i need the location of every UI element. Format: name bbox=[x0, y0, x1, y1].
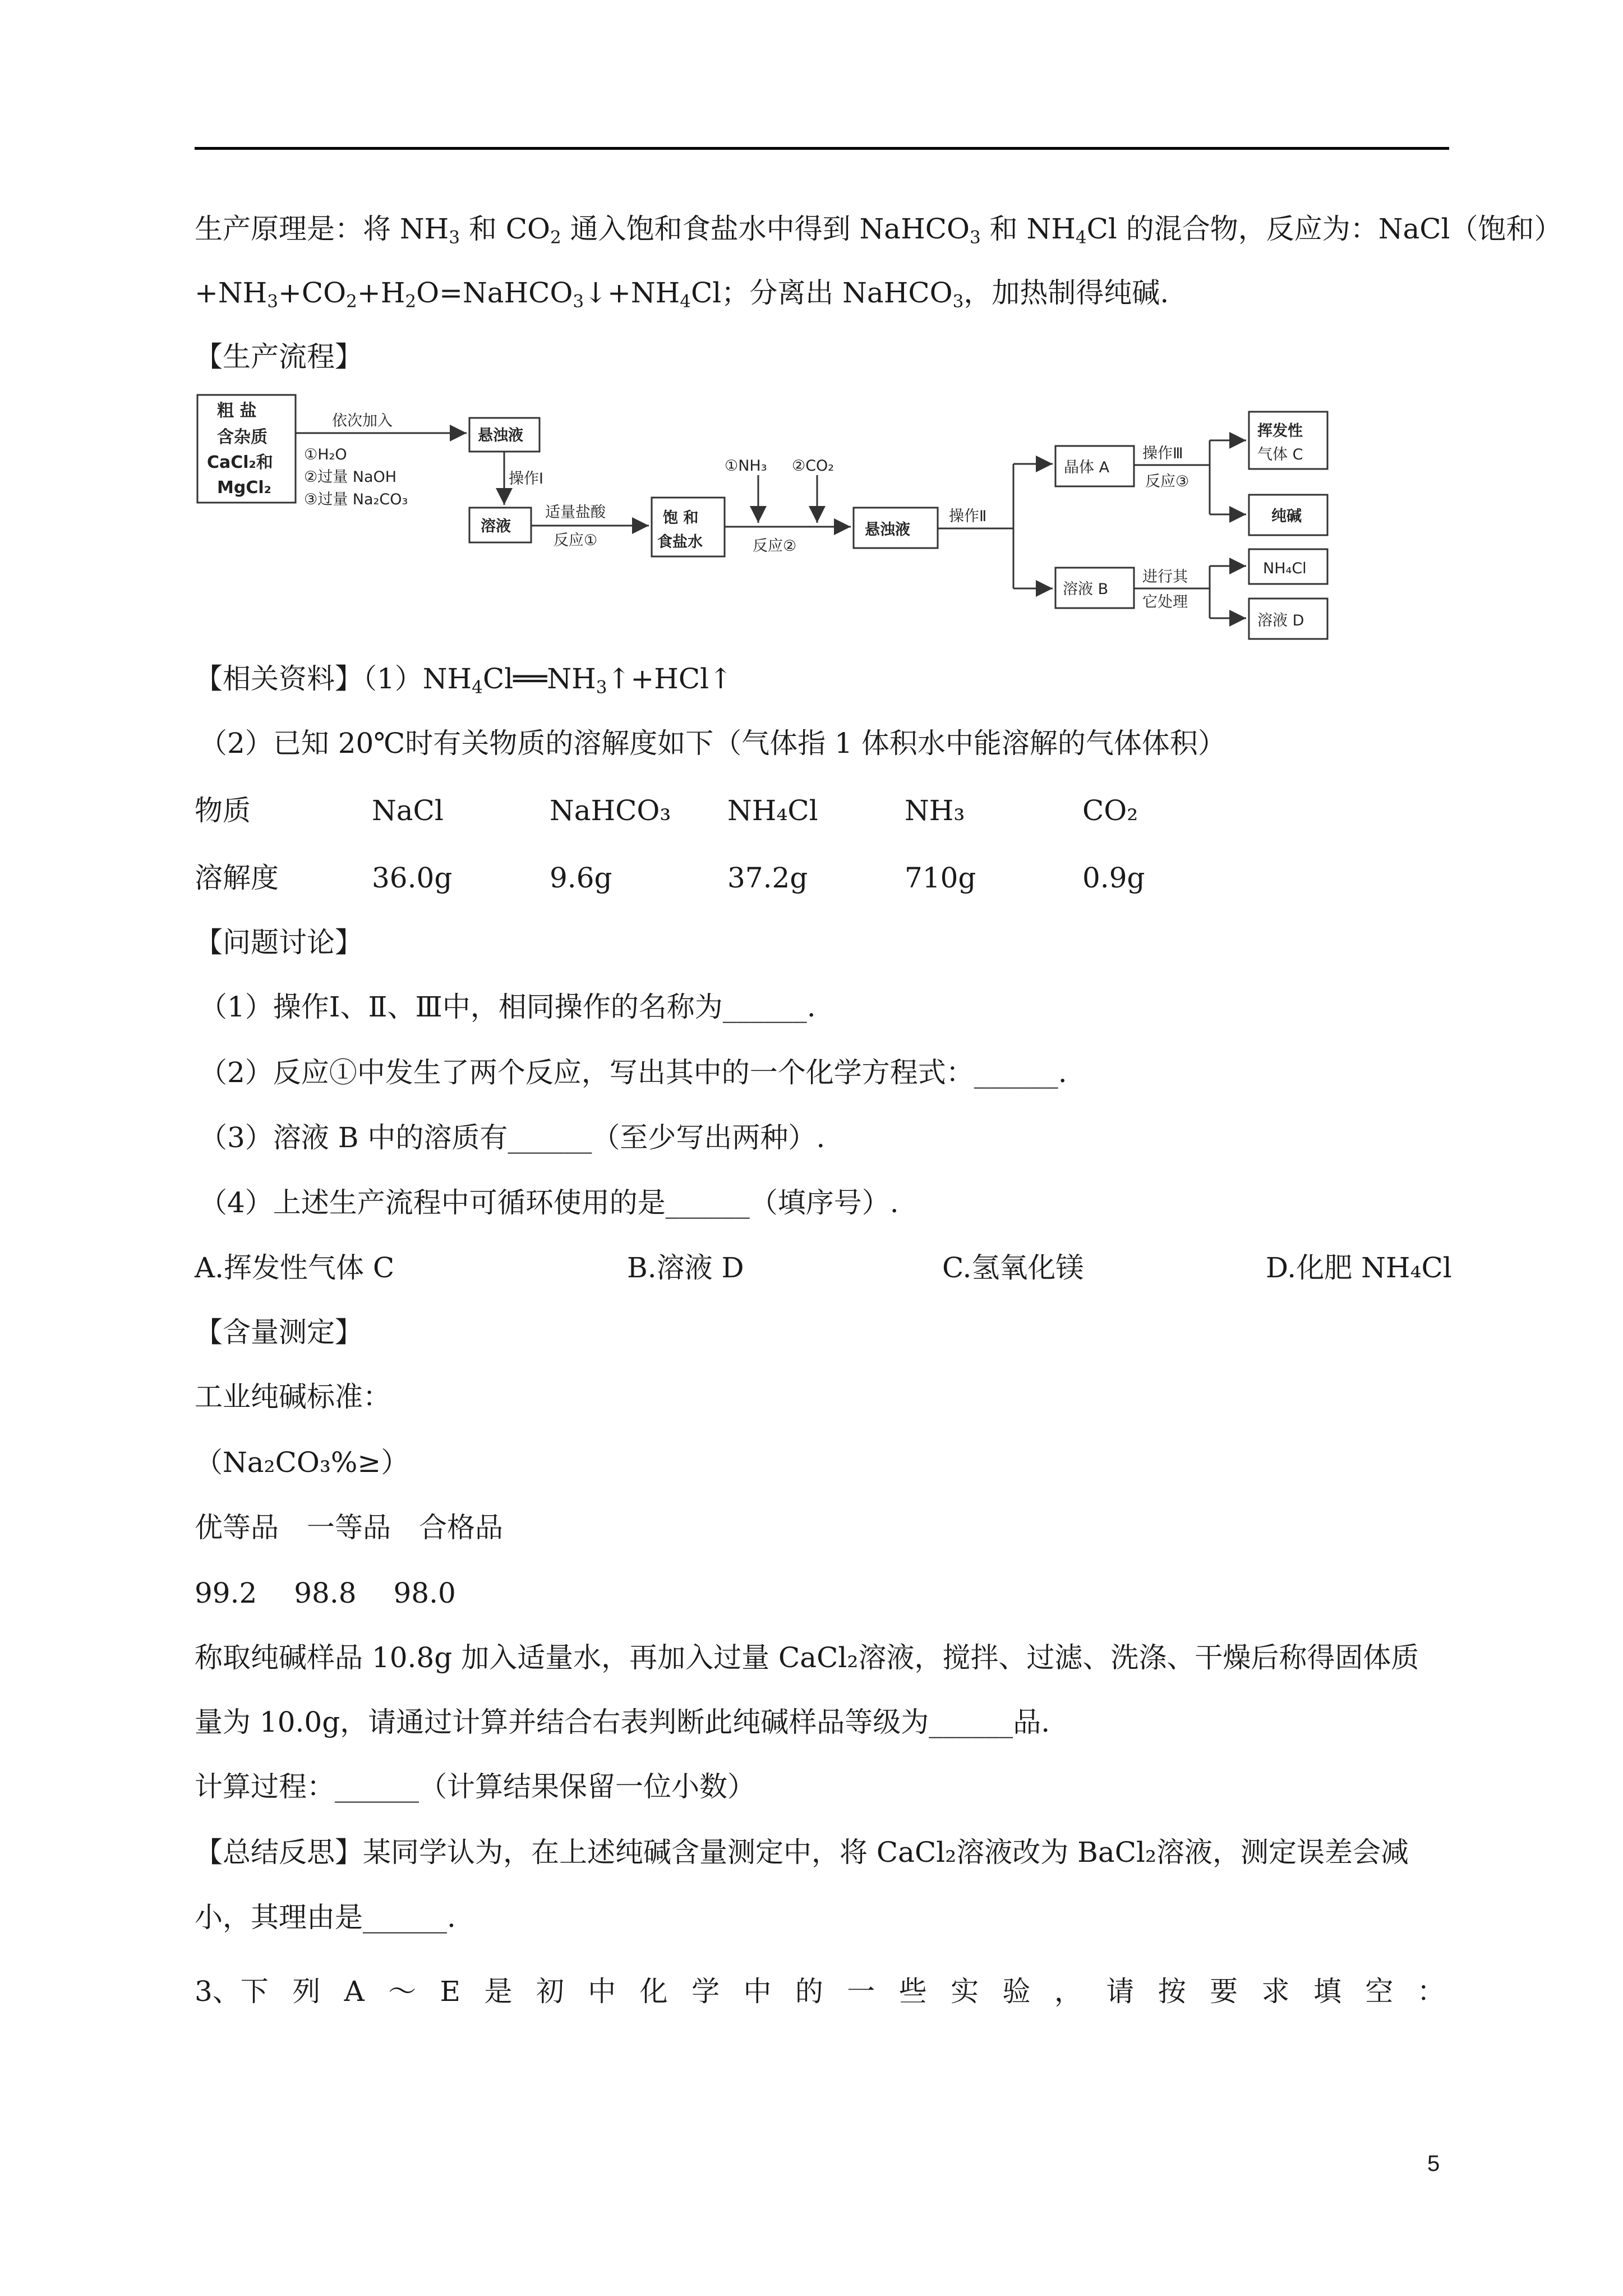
flow-solution: 溶液 bbox=[481, 518, 511, 535]
flow-reaction-2: 反应② bbox=[753, 537, 797, 555]
production-flowchart bbox=[195, 391, 1333, 649]
section-related-info: 【相关资料】 bbox=[195, 662, 363, 695]
flow-reagent-2: ②过量 NaOH bbox=[304, 468, 397, 486]
flow-reagent-1: ①H₂O bbox=[304, 446, 347, 463]
option-b: B.溶液 D bbox=[627, 1251, 744, 1284]
section-content-measure: 【含量测定】 bbox=[195, 1316, 363, 1349]
flow-gas-c-1: 气体 C bbox=[1257, 446, 1303, 463]
measure-values: 99.2 98.8 98.0 bbox=[195, 1577, 456, 1609]
flow-raw-1: 含杂质 bbox=[217, 427, 268, 447]
flow-soda: 纯碱 bbox=[1271, 508, 1302, 525]
table-cell: 36.0g bbox=[372, 862, 453, 894]
flow-other-0: 进行其 bbox=[1142, 568, 1188, 586]
table-cell: 物质 bbox=[195, 794, 251, 827]
flow-reaction-1: 反应① bbox=[554, 532, 598, 549]
measure-text-2: 量为 10.0g，请通过计算并结合右表判断此纯碱样品等级为______品. bbox=[195, 1706, 1050, 1738]
flow-reagent-3: ③过量 Na₂CO₃ bbox=[304, 491, 408, 508]
section-summary: 【总结反思】 bbox=[195, 1836, 363, 1869]
flow-gas-2: ②CO₂ bbox=[792, 457, 834, 475]
question-2: （2）反应①中发生了两个反应，写出其中的一个化学方程式：______. bbox=[199, 1056, 1067, 1089]
summary-line-2: 小，其理由是______. bbox=[195, 1901, 456, 1934]
question-3: （3）溶液 B 中的溶质有______（至少写出两种）. bbox=[199, 1121, 826, 1154]
flow-op1: 操作Ⅰ bbox=[509, 470, 543, 487]
header-rule bbox=[195, 147, 1449, 150]
question-3-intro: 3、下 列 A ～ E 是 初 中 化 学 中 的 一 些 实 验 ， 请 按 要 求 填 空 ： bbox=[195, 1975, 1445, 2008]
flow-nh4cl: NH₄Cl bbox=[1263, 560, 1307, 577]
flow-gas-c-0: 挥发性 bbox=[1257, 422, 1303, 440]
flow-brine-0: 饱 和 bbox=[663, 509, 699, 527]
option-c: C.氢氧化镁 bbox=[942, 1251, 1084, 1284]
flow-gas-1: ①NH₃ bbox=[725, 457, 767, 475]
flow-brine-1: 食盐水 bbox=[657, 533, 703, 551]
table-cell: 0.9g bbox=[1082, 862, 1145, 894]
flow-raw-0: 粗 盐 bbox=[217, 401, 257, 421]
option-a: A.挥发性气体 C bbox=[195, 1251, 395, 1284]
flow-hcl: 适量盐酸 bbox=[545, 504, 606, 521]
flow-solution-d: 溶液 D bbox=[1257, 612, 1304, 629]
flow-suspension-2: 悬浊液 bbox=[865, 521, 910, 539]
section-discussion: 【问题讨论】 bbox=[195, 926, 363, 959]
flow-suspension-1: 悬浊液 bbox=[478, 427, 523, 444]
table-cell: NaHCO₃ bbox=[550, 794, 671, 827]
table-cell: NH₄Cl bbox=[727, 794, 818, 827]
question-4: （4）上述生产流程中可循环使用的是______（填序号）. bbox=[199, 1186, 899, 1219]
principle-line-2: $+NH_3+CO_2+H_2O=NaHCO_3↓+NH_4Cl$；分离出 NaHCO$_3$，加热制得纯碱. bbox=[195, 277, 1169, 312]
flow-add-in-order: 依次加入 bbox=[332, 412, 393, 430]
table-cell: NH₃ bbox=[905, 794, 965, 827]
related-item-2: （2）已知 20℃时有关物质的溶解度如下（气体指 1 体积水中能溶解的气体体积） bbox=[199, 727, 1226, 760]
related-info-line: 【相关资料】$(1)NH_4Cl══NH_3↑+HCl↑$ bbox=[195, 662, 732, 698]
measure-text-1: 称取纯碱样品 10.8g 加入适量水，再加入过量 CaCl₂溶液，搅拌、过滤、洗涤、干燥后称得固体质 bbox=[195, 1641, 1419, 1674]
flow-op2: 操作Ⅱ bbox=[949, 508, 987, 525]
question-1: （1）操作Ⅰ、Ⅱ、Ⅲ中，相同操作的名称为______. bbox=[199, 991, 816, 1023]
principle-line-1: 生产原理是：将 $NH_3$ 和 $CO_2$ 通入饱和食盐水中得到 NaHCO$_3$ 和 $NH_4Cl$ 的混合物，反应为：NaCl（饱和） bbox=[195, 213, 1562, 248]
flow-crystal-a: 晶体 A bbox=[1064, 459, 1110, 476]
table-cell: 9.6g bbox=[550, 862, 612, 894]
table-cell: 溶解度 bbox=[195, 862, 279, 894]
flow-other-1: 它处理 bbox=[1142, 593, 1188, 611]
table-cell: 37.2g bbox=[727, 862, 808, 894]
summary-line-1: 【总结反思】某同学认为，在上述纯碱含量测定中，将 CaCl₂溶液改为 BaCl₂溶液，测定误差会减 bbox=[195, 1836, 1409, 1869]
flow-op3: 操作Ⅲ bbox=[1142, 445, 1183, 462]
measure-standard: 工业纯碱标准： bbox=[195, 1381, 391, 1413]
page-number: 5 bbox=[1427, 2151, 1440, 2176]
flow-raw-3: MgCl₂ bbox=[217, 478, 271, 498]
measure-grades: 优等品 一等品 合格品 bbox=[195, 1511, 503, 1544]
measure-calc: 计算过程：______（计算结果保留一位小数） bbox=[195, 1770, 755, 1803]
table-cell: CO₂ bbox=[1082, 794, 1138, 827]
flow-raw-2: CaCl₂和 bbox=[207, 453, 273, 472]
section-production-flow: 【生产流程】 bbox=[195, 341, 363, 373]
option-d: D.化肥 NH₄Cl bbox=[1266, 1251, 1452, 1284]
table-cell: NaCl bbox=[372, 794, 444, 827]
flow-reaction-3: 反应③ bbox=[1145, 473, 1189, 490]
table-cell: 710g bbox=[905, 862, 976, 894]
flow-solution-b: 溶液 B bbox=[1063, 581, 1109, 598]
measure-formula: （Na₂CO₃%≥） bbox=[195, 1446, 409, 1479]
